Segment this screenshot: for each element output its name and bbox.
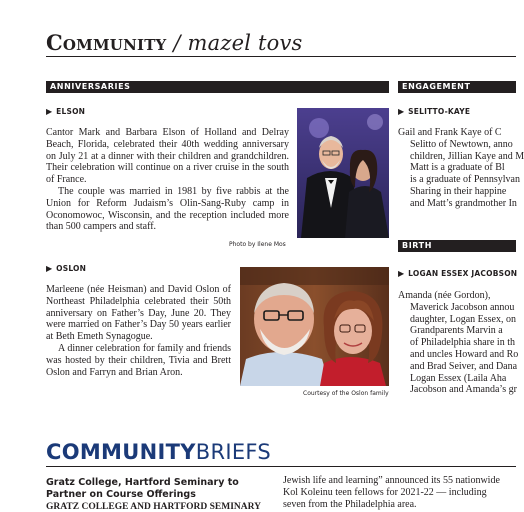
page-title — [46, 30, 303, 55]
oslon-photo-credit: Courtesy of the Oslon family — [303, 390, 389, 397]
brief-lead-caps: GRATZ COLLEGE AND HARTFORD SEMINARY — [46, 502, 262, 512]
triangle-bullet-icon: ▶ — [46, 264, 53, 273]
oslon-couple-photo — [240, 267, 389, 386]
engagement-bar: ENGAGEMENT — [398, 81, 516, 93]
elson-photo-illustration — [297, 108, 389, 238]
elson-article — [46, 127, 289, 233]
oslon-paragraph-1: Marleene (née Heisman) and David Oslon of Northeast Philadelphia celebrated their 50th anniversary on Father’s Day, June 20. They were married on Father’s Day 50 years earlier at Beth Emeth Synagogue. — [46, 284, 231, 343]
community-briefs-title: COMMUNITYBRIEFS — [46, 440, 272, 464]
page-title-rule — [46, 56, 516, 57]
elson-photo-credit: Photo by Ilene Mos — [229, 241, 286, 248]
engagement-subhead: ▶ SELITTO-KAYE — [398, 107, 471, 116]
briefs-rule — [46, 466, 516, 467]
oslon-photo-illustration — [240, 267, 389, 386]
oslon-article — [46, 284, 231, 378]
anniversaries-bar: ANNIVERSARIES — [46, 81, 389, 93]
brief-headline: Gratz College, Hartford Seminary to Partner on Course Offerings — [46, 477, 239, 500]
birth-subhead: ▶ LOGAN ESSEX JACOBSON — [398, 269, 518, 278]
page-separator: / — [166, 31, 188, 55]
birth-bar: BIRTH — [398, 240, 516, 252]
triangle-bullet-icon: ▶ — [46, 107, 53, 116]
oslon-paragraph-2: A dinner celebration for family and friends was hosted by their children, Tivia and Brett Oslon and Farryn and Brian Aron. — [46, 342, 231, 378]
elson-subhead: ▶ ELSON — [46, 107, 86, 116]
elson-paragraph-2: The couple was married in 1981 by five rabbis at the Union for Reform Judaism’s Olin-Sang-Ruby camp in Oconomowoc, Wisconsin, and the reception included more than 500 campers and staff. — [46, 185, 289, 233]
brief-right-column: Jewish life and learning” announced its 55 nationwide Kol Koleinu teen fellows for 2021-22 — including seven from the Philadelphia area. — [283, 475, 500, 510]
elson-paragraph-1: Cantor Mark and Barbara Elson of Holland and Delray Beach, Florida, celebrated their 40th wedding anniversary on July 21 at a dinner with their children and grandchildren. Their celebration will continue on a river cruise in the south of France. — [46, 127, 289, 186]
triangle-bullet-icon: ▶ — [398, 107, 405, 116]
page-section-name: Community — [46, 30, 167, 55]
triangle-bullet-icon: ▶ — [398, 269, 405, 278]
elson-couple-photo — [297, 108, 389, 238]
birth-article: Amanda (née Gordon), Maverick Jacobson annou daughter, Logan Essex, on Grandparents Marvin a of Philadelphia share in th and uncles Howard and Ro and Brad Seiver, and Dana Logan Essex (Laila Aha Jacobson and Amanda’s gr — [398, 290, 519, 396]
oslon-subhead: ▶ OSLON — [46, 264, 87, 273]
engagement-article: Gail and Frank Kaye of C Selitto of Newtown, anno children, Jillian Kaye and M Matt is a graduate of Bl is a graduate of Pennsylvan Sharing in their happine and Matt’s grandmother In — [398, 127, 524, 209]
page-subtitle: mazel tovs — [187, 31, 303, 55]
